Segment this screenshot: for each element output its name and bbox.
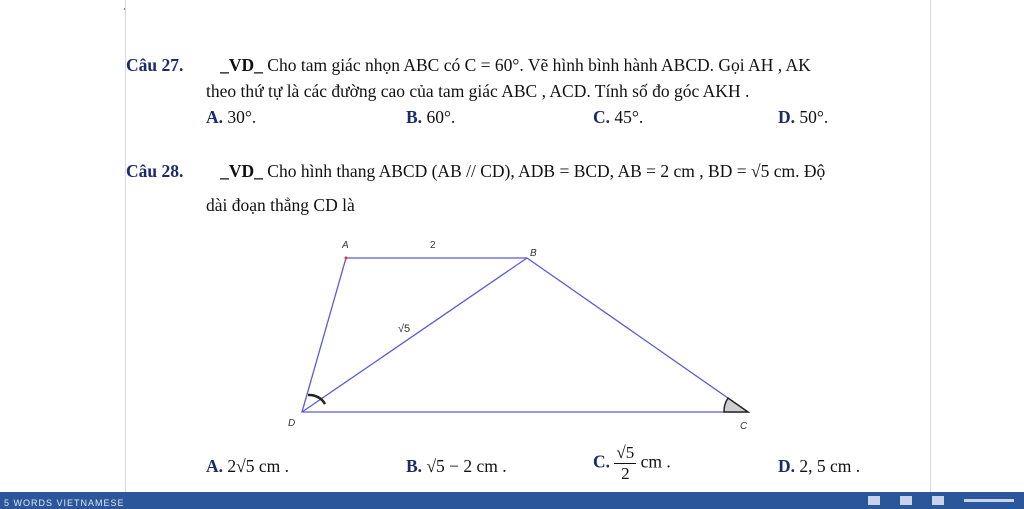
angle-bcd-mark [724,398,748,412]
label-c: C [740,421,748,432]
q28-level: _VD_ [220,161,263,181]
trapezoid-shape [302,257,748,413]
label-bd-length: √5 [398,323,411,335]
web-layout-icon[interactable] [932,496,944,505]
q27-option-a[interactable]: A. 30°. [206,107,257,127]
print-layout-icon[interactable] [900,496,912,505]
q28-option-d[interactable]: D. 2, 5 cm . [778,456,861,476]
q28-option-c-fraction: $\frac{√5}{2}$ [616,443,635,483]
q27-text-line1: Cho tam giác nhọn ABC có C = 60°. Vẽ hình bình hành ABCD. Gọi AH , AK [267,55,811,75]
q28-number: Câu 28. [126,161,184,181]
diagonal-bd [302,258,527,412]
q27-level: _VD_ [220,55,263,75]
label-a: A [342,240,349,251]
read-mode-icon[interactable] [868,496,880,505]
q27-option-c[interactable]: C. 45°. [593,107,644,127]
status-bar-text: 5 WORDS VIETNAMESE [4,498,125,508]
q28-text-line2: dài đoạn thẳng CD là [206,195,355,215]
q28-option-b[interactable]: B. √5 − 2 cm . [406,456,507,476]
label-d: D [288,418,296,429]
q28-text-line1: Cho hình thang ABCD (AB // CD), ADB = BCD, AB = 2 cm , BD = √5 cm. Độ [267,161,826,181]
q27-option-b[interactable]: B. 60°. [406,107,456,127]
q27-text-line2: theo thứ tự là các đường cao của tam giác ABC , ACD. Tính số đo góc AKH . [206,81,750,101]
q28-option-a[interactable]: A. 2√5 cm . [206,456,289,476]
trapezoid-outline [302,258,748,412]
q28-option-c[interactable]: C. $\frac{√5}{2}$ cm . [593,443,671,483]
label-ab-length: 2 [430,240,436,251]
status-bar [0,492,1024,509]
label-b: B [530,248,537,259]
zoom-slider[interactable] [964,499,1014,502]
point-a [345,257,348,260]
q27-number: Câu 27. [126,55,184,75]
q27-option-d[interactable]: D. 50°. [778,107,829,127]
